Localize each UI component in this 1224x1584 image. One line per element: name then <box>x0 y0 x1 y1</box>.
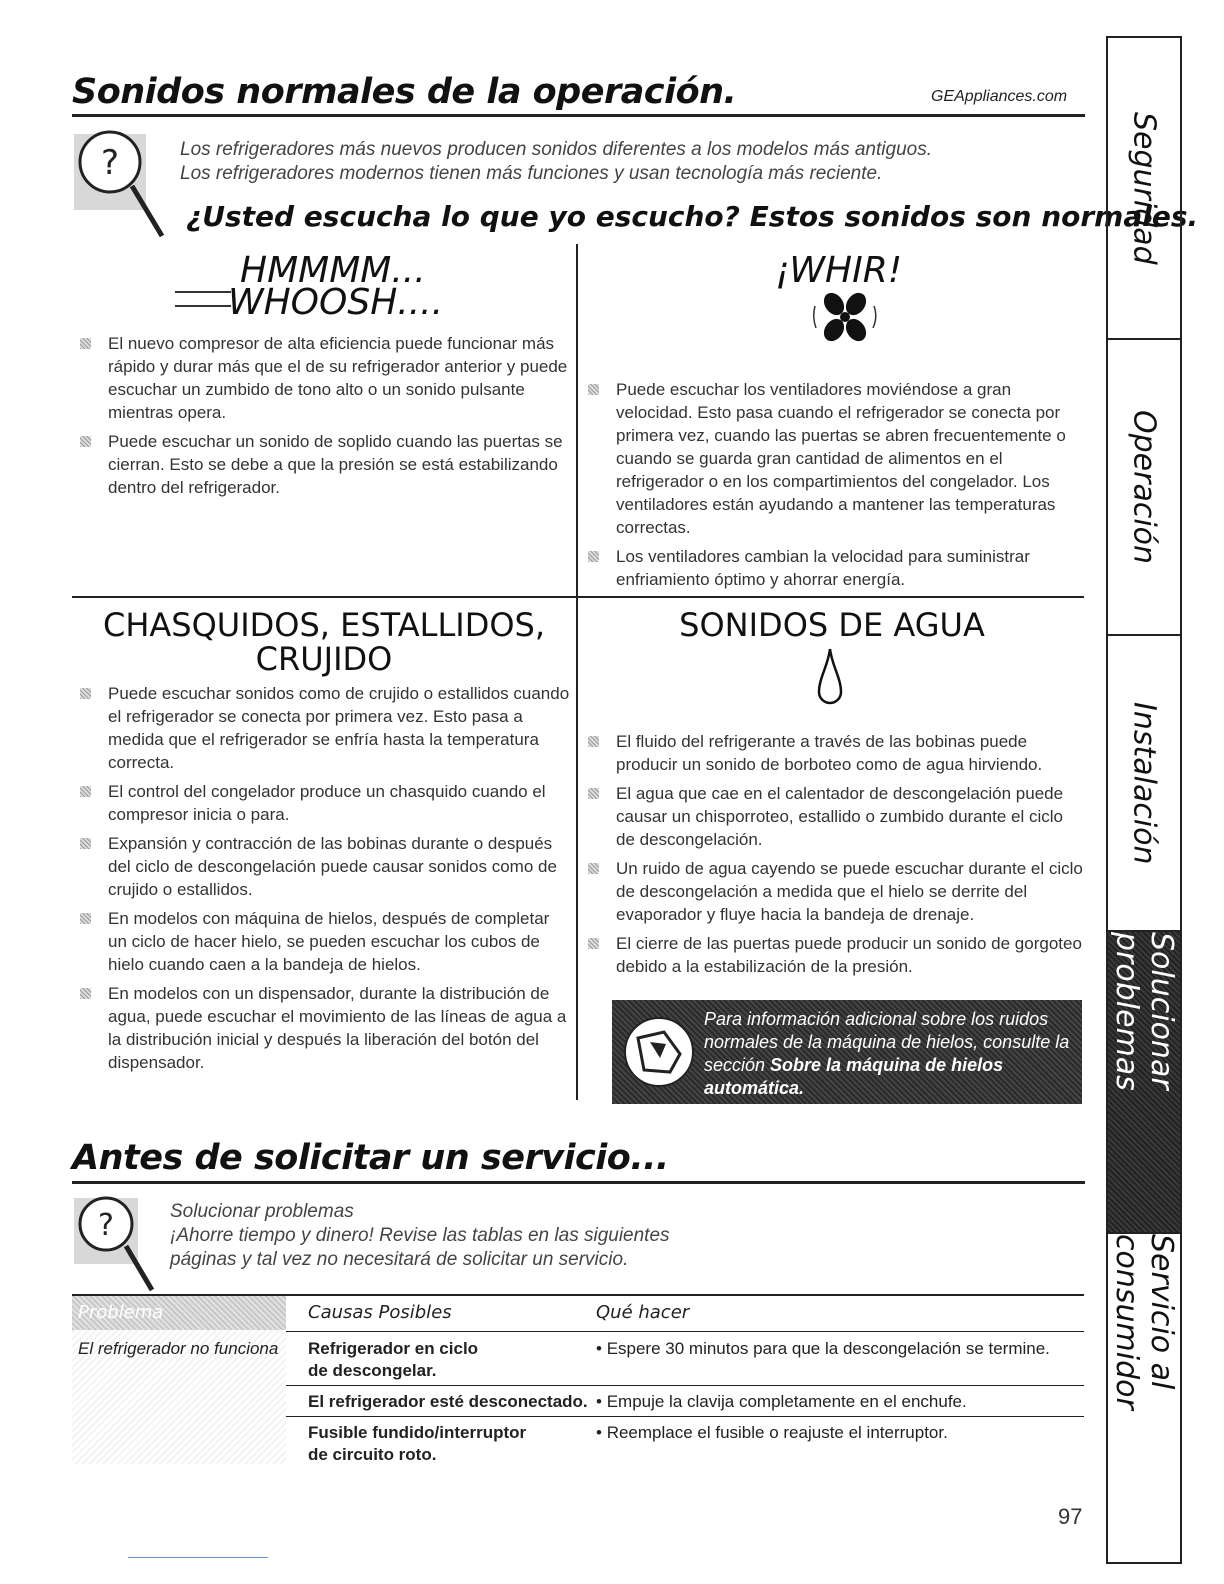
title-rule <box>72 114 1085 117</box>
note-text <box>704 1008 1076 1100</box>
chasquidos-bullets <box>72 682 572 1080</box>
whir-bullets <box>580 378 1080 597</box>
list-item: Los ventiladores cambian la velocidad para suministrar enfriamiento óptimo y ahorrar energía. <box>580 545 1080 591</box>
tab-label: Instalación <box>1126 701 1162 865</box>
tab-label: Operación <box>1126 409 1162 565</box>
tab-servicio-consumidor[interactable] <box>1108 1234 1180 1562</box>
table-header-fix: Qué hacer <box>596 1302 690 1323</box>
list-item: El agua que cae en el calentador de descongelación puede causar un chisporroteo, estallido o zumbido durante el ciclo de descongelación. <box>580 782 1084 851</box>
list-item: El control del congelador produce un chasquido cuando el compresor inicia o para. <box>72 780 572 826</box>
whir-heading: ¡WHIR! <box>775 250 903 291</box>
tab-operacion[interactable] <box>1108 340 1180 636</box>
note-text-bold: Sobre la máquina de hielos automática. <box>704 1055 1004 1098</box>
table-row-2-cause: El refrigerador esté desconectado. <box>308 1392 588 1411</box>
list-item: Expansión y contracción de las bobinas durante o después del ciclo de descongelación puede causar sonidos como de crujido o estallidos. <box>72 832 572 901</box>
cause-line: Refrigerador en ciclo <box>308 1339 479 1358</box>
service-line-1: Solucionar problemas <box>170 1201 354 1222</box>
intro-line-1: Los refrigeradores más nuevos producen sonidos diferentes a los modelos más antiguos. <box>180 139 932 160</box>
chasquidos-heading-2: CRUJIDO <box>255 640 393 678</box>
page-title: Sonidos normales de la operación. <box>72 72 737 112</box>
cause-line: Fusible fundido/interruptor <box>308 1423 527 1442</box>
hmmm-heading: HMMMM... <box>240 250 426 291</box>
fix-text: Empuje la clavija completamente en el enchufe. <box>606 1392 967 1411</box>
list-item: Un ruido de agua cayendo se puede escuchar durante el ciclo de descongelación a medida que el hielo se derrite del evaporador y fluye hacia la bandeja de drenaje. <box>580 857 1084 926</box>
table-row-rule <box>286 1385 1084 1386</box>
site-url: GEAppliances.com <box>931 88 1068 105</box>
tab-label: Seguridad <box>1126 111 1162 265</box>
whoosh-heading: WHOOSH.... <box>228 282 444 323</box>
fix-text: Reemplace el fusible o reajuste el interruptor. <box>606 1423 948 1442</box>
service-line-3: páginas y tal vez no necesitará de solicitar un servicio. <box>170 1249 629 1270</box>
tab-seguridad[interactable] <box>1108 38 1180 340</box>
tab-solucionar-problemas[interactable] <box>1108 932 1180 1234</box>
table-header-causes: Causas Posibles <box>308 1302 452 1323</box>
intro-question: ¿Usted escucha lo que yo escucho? Estos sonidos son normales. <box>186 200 1199 233</box>
cause-line: de circuito roto. <box>308 1445 437 1464</box>
note-text-regular: Para información adicional sobre los ruidos normales de la máquina de hielos, consulte la sección <box>704 1009 1070 1075</box>
hmmm-bullets <box>72 332 572 505</box>
list-item: El cierre de las puertas puede producir un sonido de gorgoteo debido a la estabilización de la presión. <box>580 932 1084 978</box>
list-item: El nuevo compresor de alta eficiencia puede funcionar más rápido y durar más que el de su refrigerador anterior y puede escuchar un zumbido de tono alto o un sonido pulsante mientras opera. <box>72 332 572 424</box>
agua-heading: SONIDOS DE AGUA <box>679 606 985 644</box>
question-magnifier-icon <box>74 1194 162 1294</box>
tab-label: Solucionar problemas <box>1109 932 1179 1091</box>
service-title: Antes de solicitar un servicio... <box>72 1138 669 1178</box>
svg-text:?: ? <box>100 143 120 183</box>
intro-line-2: Los refrigeradores modernos tienen más funciones y usan tecnología más reciente. <box>180 163 883 184</box>
agua-bullets <box>580 730 1084 984</box>
icemaker-icon <box>620 1014 698 1090</box>
table-row-3-cause <box>308 1422 526 1466</box>
table-problem: El refrigerador no funciona <box>78 1339 279 1358</box>
table-row-1-fix: • Espere 30 minutos para que la descongelación se termine. <box>596 1339 1050 1358</box>
list-item: Puede escuchar sonidos como de crujido o estallidos cuando el refrigerador se conecta por primera vez. Esto pasa a medida que el refrigerador se enfría hasta la temperatura correcta. <box>72 682 572 774</box>
list-item: Puede escuchar los ventiladores moviéndose a gran velocidad. Esto pasa cuando el refrigerador se conecta por primera vez, cuando las puertas se abren frecuentemente o cuando se guarda gran cantidad de alimentos en el refrigerador o en los compartimientos del congelador. Los ventiladores están ayudando a mantener las temperaturas correctas. <box>580 378 1080 539</box>
table-row-3-fix: • Reemplace el fusible o reajuste el interruptor. <box>596 1423 948 1442</box>
table-row-1-cause <box>308 1338 478 1382</box>
icemaker-note <box>612 1000 1082 1104</box>
table-header-rule <box>286 1331 1084 1332</box>
footer-mark <box>128 1557 268 1558</box>
table-row-rule <box>286 1416 1084 1417</box>
tab-instalacion[interactable] <box>1108 636 1180 932</box>
column-divider-top <box>576 244 578 596</box>
list-item: En modelos con máquina de hielos, después de completar un ciclo de hacer hielo, se pueden escuchar los cubos de hielo cuando caen a la bandeja de hielos. <box>72 907 572 976</box>
table-row-2-fix: • Empuje la clavija completamente en el enchufe. <box>596 1392 967 1411</box>
table-header-problem: Problema <box>78 1302 164 1323</box>
question-magnifier-icon <box>74 128 170 240</box>
page-number: 97 <box>1058 1504 1083 1529</box>
list-item: El fluido del refrigerante a través de las bobinas puede producir un sonido de borboteo como de agua hirviendo. <box>580 730 1084 776</box>
list-item: En modelos con un dispensador, durante la distribución de agua, puede escuchar el movimiento de las líneas de agua a la distribución inicial y después la liberación del botón del dispensador. <box>72 982 572 1074</box>
tab-label: Servicio al consumidor <box>1109 1234 1179 1410</box>
service-rule <box>72 1181 1085 1184</box>
side-tabs <box>1106 36 1182 1564</box>
cause-line: de descongelar. <box>308 1361 437 1380</box>
service-line-2: ¡Ahorre tiempo y dinero! Revise las tablas en las siguientes <box>170 1225 670 1246</box>
water-drop-icon <box>815 646 845 708</box>
svg-text:?: ? <box>98 1208 114 1243</box>
column-divider-bottom <box>576 598 578 1100</box>
list-item: Puede escuchar un sonido de soplido cuando las puertas se cierran. Esto se debe a que la presión se está estabilizando dentro del refrigerador. <box>72 430 572 499</box>
fan-icon <box>810 286 880 348</box>
fix-text: Espere 30 minutos para que la descongelación se termine. <box>606 1339 1050 1358</box>
whoosh-lines <box>175 291 231 307</box>
chasquidos-heading-1: CHASQUIDOS, ESTALLIDOS, <box>102 606 546 644</box>
